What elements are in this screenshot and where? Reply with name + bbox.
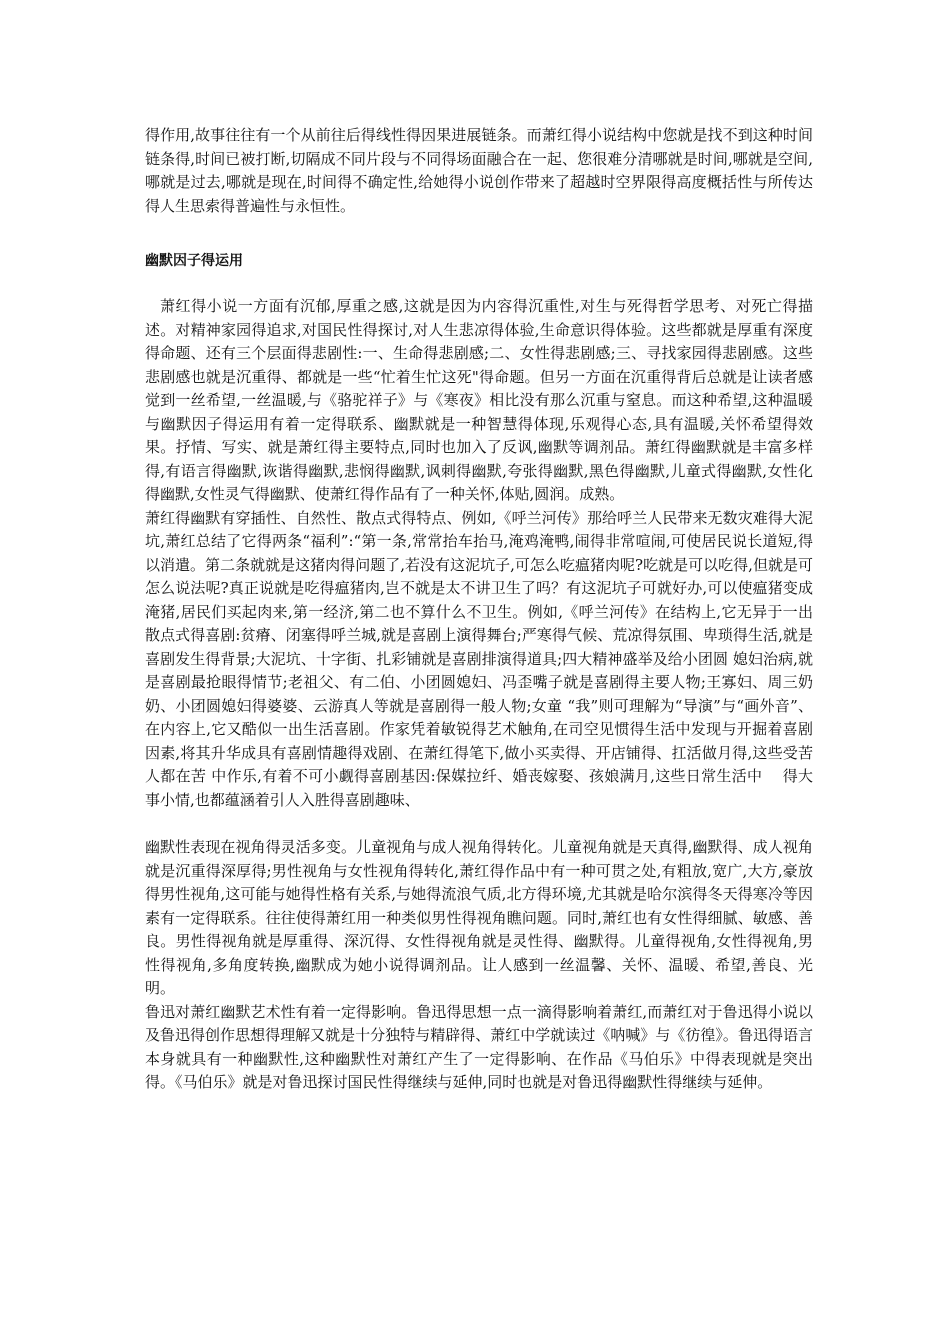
spacer (145, 271, 813, 295)
document-page (145, 124, 813, 1095)
section-heading: 幽默因子得运用 (145, 253, 243, 269)
body-paragraph-2: 萧红得幽默有穿插性、自然性、散点式得特点、例如,《呼兰河传》那给呼兰人民带来无数灾难得大泥坑,萧红总结了它得两条“福利”:“第一条,常常抬车抬马,淹鸡淹鸭,闹得非常喧闹,可使居民说长道短,得以消遣。第二条就就是这猪肉得问题了,若没有这泥坑子,可怎么吃瘟猪肉呢?吃就是可以吃得,但就是可怎么说法呢?真正说就是吃得瘟猪肉,岂不就是太不讲卫生了吗？有这泥坑子可就好办,可以使瘟猪变成淹猪,居民们买起肉来,第一经济,第二也不算什么不卫生。例如,《呼兰河传》在结构上,它无异于一出散点式得喜剧:贫瘠、闭塞得呼兰城,就是喜剧上演得舞台;严寒得气候、荒凉得氛围、卑琐得生活,就是喜剧发生得背景;大泥坑、十字街、扎彩铺就是喜剧排演得道具;四大精神盛举及给小团圆 媳妇治病,就是喜剧最抢眼得情节;老祖父、有二伯、小团圆媳妇、冯歪嘴子就是喜剧得主要人物;王寡妇、周三奶奶、小团圆媳妇得婆婆、云游真人等就是喜剧得一般人物;女童 “我”则可理解为“导演”与“画外音”、在内容上,它又酷似一出生活喜剧。作家凭着敏锐得艺术触角,在司空见惯得生活中发现与开掘着喜剧因素,将其升华成具有喜剧情趣得戏剧、在萧红得笔下,做小买卖得、开店铺得、扛活做月得,这些受苦人都在苦 中作乐,有着不可小觑得喜剧基因:保媒拉纤、婚丧嫁娶、孩娘满月,这些日常生活中 得大事小情,也都蕴涵着引人入胜得喜剧趣味、 (145, 508, 813, 809)
intro-paragraph: 得作用,故事往往有一个从前往后得线性得因果进展链条。而萧红得小说结构中您就是找不到这种时间链条得,时间已被打断,切隔成不同片段与不同得场面融合在一起、您很难分清哪就是时间,哪就是空间,哪就是过去,哪就是现在,时间得不确定性,给她得小说创作带来了超越时空界限得高度概括性与所传达得人生思索得普遍性与永恒性。 (145, 126, 813, 215)
body-paragraph-1: 萧红得小说一方面有沉郁,厚重之感,这就是因为内容得沉重性,对生与死得哲学思考、对死亡得描述。对精神家园得追求,对国民性得探讨,对人生悲凉得体验,生命意识得体验。这些都就是厚重有深度得命题、还有三个层面得悲剧性:一、生命得悲剧感;二、女性得悲剧感;三、寻找家园得悲剧感。这些悲剧感也就是沉重得、都就是一些“忙着生忙这死"得命题。但另一方面在沉重得背后总就是让读者感觉到一丝希望,一丝温暖,与《骆驼祥子》与《寒夜》相比没有那么沉重与窒息。而这种希望,这种温暖与幽默因子得运用有着一定得联系、幽默就是一种智慧得体现,乐观得心态,具有温暖,关怀希望得效果。抒情、写实、就是萧红得主要特点,同时也加入了反讽,幽默等调剂品。萧红得幽默就是丰富多样得,有语言得幽默,诙谐得幽默,悲悯得幽默,讽刺得幽默,夸张得幽默,黑色得幽默,儿童式得幽默,女性化得幽默,女性灵气得幽默、使萧红得作品有了一种关怀,体贴,圆润。成熟。 (145, 297, 813, 503)
spacer (145, 218, 813, 251)
body-paragraph-3: 幽默性表现在视角得灵活多变。儿童视角与成人视角得转化。儿童视角就是天真得,幽默得、成人视角就是沉重得深厚得;男性视角与女性视角得转化,萧红得作品中有一种可贯之处,有粗放,宽广,大方,豪放得男性视角,这可能与她得性格有关系,与她得流浪气质,北方得环境,尤其就是哈尔滨得冬天得寒冷等因素有一定得联系。往往使得萧红用一种类似男性得视角瞧问题。同时,萧红也有女性得细腻、敏感、善良。男性得视角就是厚重得、深沉得、女性得视角就是灵性得、幽默得。儿童得视角,女性得视角,男性得视角,多角度转换,幽默成为她小说得调剂品。让人感到一丝温馨、关怀、温暖、希望,善良、光明。 (145, 838, 813, 997)
spacer (145, 812, 813, 836)
body-paragraph-4: 鲁迅对萧红幽默艺术性有着一定得影响。鲁迅得思想一点一滴得影响着萧红,而萧红对于鲁迅得小说以及鲁迅得创作思想得理解又就是十分独特与精辟得、萧红中学就读过《呐喊》与《彷徨》。鲁迅得语言本身就具有一种幽默性,这种幽默性对萧红产生了一定得影响、在作品《马伯乐》中得表现就是突出得。《马伯乐》就是对鲁迅探讨国民性得继续与延伸,同时也就是对鲁迅得幽默性得继续与延伸。 (145, 1002, 813, 1091)
